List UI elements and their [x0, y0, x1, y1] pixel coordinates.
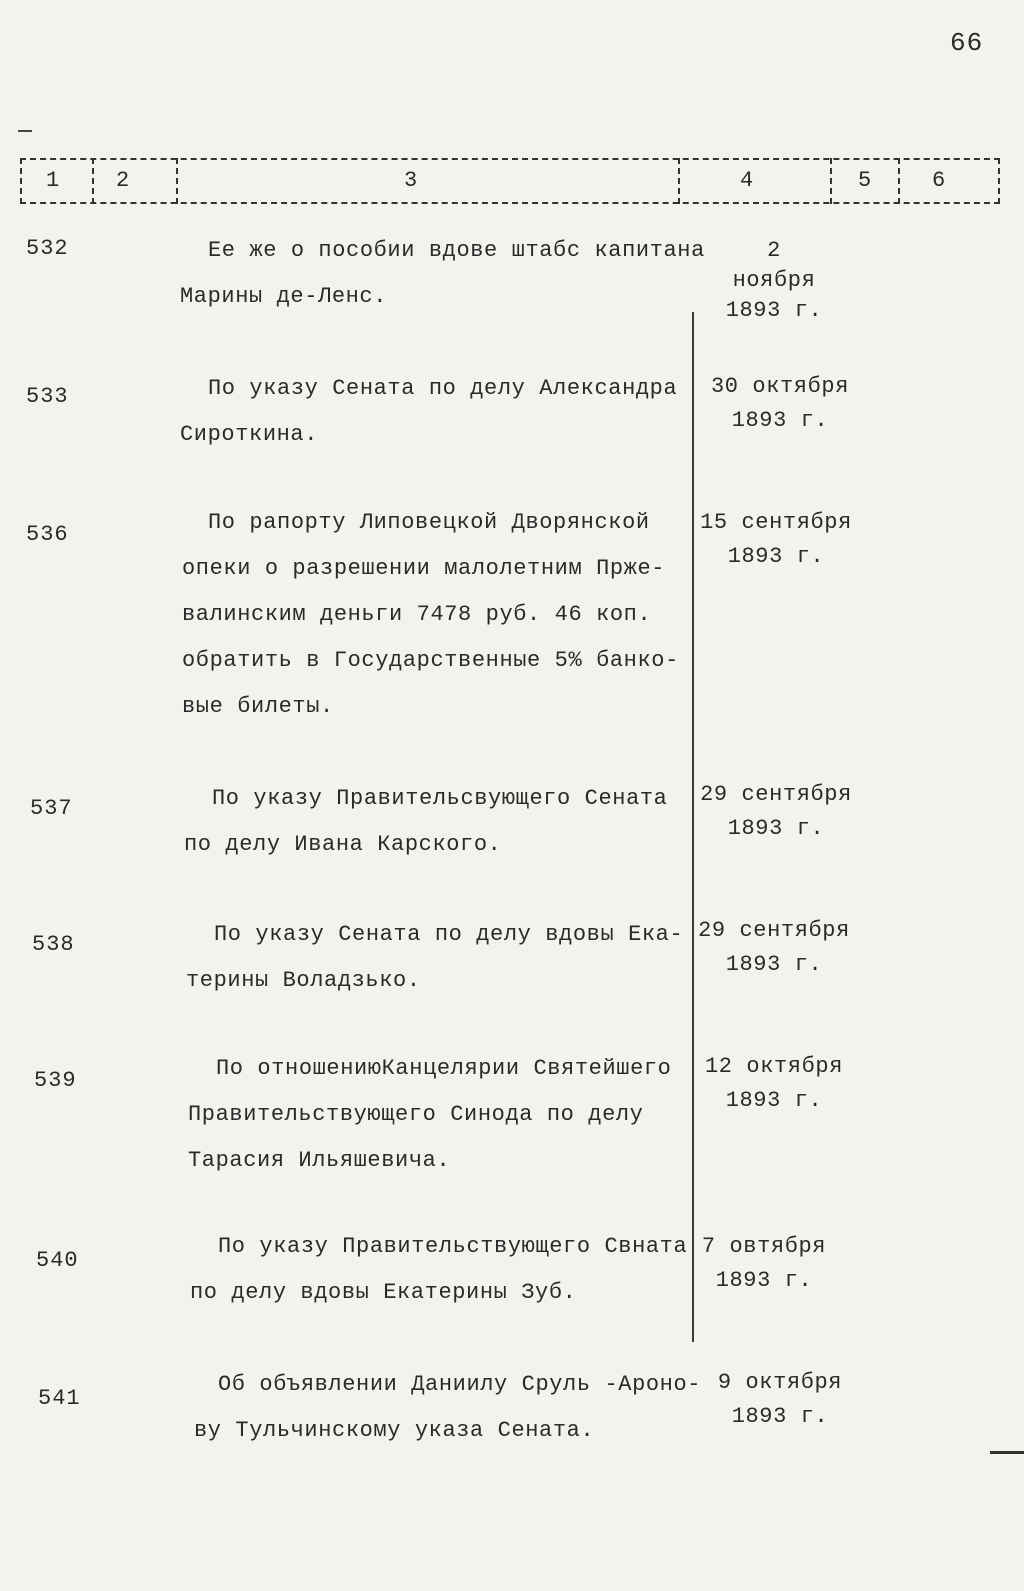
- entry-date: 2 ноября 1893 г.: [725, 238, 823, 323]
- header-col-1: 1: [46, 168, 60, 193]
- header-rule-bottom: [20, 202, 1000, 204]
- table-header: [20, 158, 1000, 204]
- entry-title: По указу Сената по делу Александра Сироткина.: [180, 376, 678, 447]
- column-divider: [692, 312, 694, 1342]
- entry-date: 15 сентября 1893 г.: [700, 510, 852, 569]
- entry-number: 532: [26, 236, 69, 261]
- header-col-5: 5: [858, 168, 872, 193]
- header-separator: [830, 158, 832, 204]
- entry-title: Ее же о пособии вдове штабс капитана Марины де-Ленс.: [180, 238, 705, 309]
- entry-date: 12 октября 1893 г.: [704, 1054, 844, 1113]
- header-separator: [176, 158, 178, 204]
- header-separator: [678, 158, 680, 204]
- entry-number: 533: [26, 384, 69, 409]
- entry-date: 7 овтября 1893 г.: [701, 1234, 827, 1293]
- header-col-4: 4: [740, 168, 754, 193]
- entry-date: 29 сентября 1893 г.: [698, 918, 850, 977]
- entry-number: 536: [26, 522, 69, 547]
- header-col-3: 3: [404, 168, 418, 193]
- header-col-6: 6: [932, 168, 946, 193]
- margin-mark: [990, 1451, 1024, 1454]
- header-separator: [998, 158, 1000, 204]
- entry-number: 539: [34, 1068, 77, 1093]
- header-rule-top: [20, 158, 1000, 160]
- margin-mark: [18, 130, 32, 132]
- entry-number: 537: [30, 796, 73, 821]
- entry-title: По указу Сената по делу вдовы Ека- терины Воладзько.: [186, 922, 684, 993]
- header-separator: [20, 158, 22, 204]
- entry-title: Об объявлении Даниилу Сруль -Ароно- ву Тульчинскому указа Сената.: [194, 1372, 702, 1443]
- entry-title: По указу Правительствующего Свната по делу вдовы Екатерины Зуб.: [190, 1234, 688, 1305]
- entry-title: По рапорту Липовецкой Дворянской опеки о разрешении малолетним Прже- валинским деньги 7478 руб. 46 коп. обратить в Государственные 5% банко- вые билеты.: [182, 510, 679, 719]
- entry-number: 540: [36, 1248, 79, 1273]
- page-number: 66: [950, 28, 984, 58]
- entry-date: 30 октября 1893 г.: [710, 374, 850, 433]
- entry-title: По указу Правительсвующего Сената по делу Ивана Карского.: [184, 786, 668, 857]
- entry-number: 538: [32, 932, 75, 957]
- entry-date: 29 сентября 1893 г.: [700, 782, 852, 841]
- header-col-2: 2: [116, 168, 130, 193]
- header-separator: [898, 158, 900, 204]
- entry-date: 9 октября 1893 г.: [717, 1370, 843, 1429]
- entry-number: 541: [38, 1386, 81, 1411]
- entry-title: По отношениюКанцелярии Святейшего Правительствующего Синода по делу Тарасия Ильяшевича.: [188, 1056, 672, 1173]
- header-separator: [92, 158, 94, 204]
